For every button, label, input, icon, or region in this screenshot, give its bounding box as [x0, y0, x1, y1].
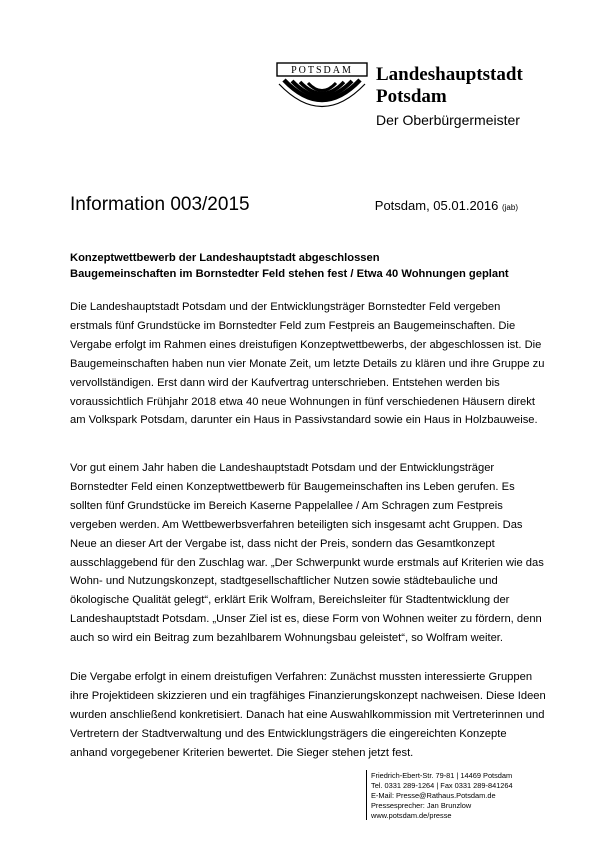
subheadline: Baugemeinschaften im Bornstedter Feld stehen fest / Etwa 40 Wohnungen geplant — [70, 268, 509, 280]
org-department: Der Oberbürgermeister — [376, 112, 520, 128]
text-line: am Volkspark Potsdam, darunter ein Haus in Passivstandard sowie ein Haus in Holzbauweise. — [70, 414, 538, 427]
text-line: Vor gut einem Jahr haben die Landeshauptstadt Potsdam und der Entwicklungsträger — [70, 462, 495, 474]
org-name-line2: Potsdam — [376, 86, 447, 107]
text-line: erstmals fünf Grundstücke im Bornstedter Feld zum Festpreis an Baugemeinschaften. Die — [70, 319, 516, 332]
footer-contact — [371, 771, 513, 821]
footer-divider — [366, 770, 367, 820]
text-line: vervollständigen. Erst dann wird der Kaufvertrag unterschrieben. Entstehen werden bis — [70, 376, 500, 389]
footer-website: www.potsdam.de/presse — [371, 810, 452, 820]
text-line: vergeben werden. Am Wettbewerbsverfahren beteiligten sich insgesamt acht Gruppen. Das — [70, 518, 523, 531]
text-line: Landeshauptstadt Potsdam. „Unser Ziel ist es, diese Form von Wohnen weiter zu fördern, denn — [70, 613, 542, 626]
text-line: Bornstedter Feld einen Konzeptwettbewerb für Baugemeinschaften ins Leben gerufen. Es — [70, 480, 515, 493]
date-line — [375, 198, 518, 216]
text-line: Vergabe erfolgt im Rahmen eines dreistufigen Konzeptwettbewerbs, der abgeschlossen ist. Die — [70, 338, 542, 351]
body-paragraph-2 — [70, 459, 544, 648]
text-line: Neue an dieser Art der Vergabe ist, dass nicht der Preis, sondern das Gesamtkonzept — [70, 537, 495, 550]
body-paragraph-3 — [70, 668, 546, 763]
text-line: Vertretern der Stadtverwaltung und des Entwicklungsträgers die eingereichten Konzepte — [70, 727, 507, 740]
text-line: wurden anschließend konkretisiert. Danach hat eine Auswahlkommission mit Vertreterinnen und — [70, 708, 545, 721]
text-line: Die Vergabe erfolgt in einem dreistufigen Verfahren: Zunächst mussten interessierte Gruppen — [70, 671, 533, 683]
footer-email: E-Mail: Presse@Rathaus.Potsdam.de — [371, 790, 496, 800]
text-line: auch so wird ein Beitrag zum bezahlbarem Wohnungsbau geleistet“, so Wolfram weiter. — [70, 632, 504, 645]
text-line: Baugemeinschaften haben nun vier Monate Zeit, um letzte Details zu klären und ihre Gruppe zu — [70, 357, 545, 370]
footer-phone: Tel. 0331 289-1264 | Fax 0331 289-841264 — [371, 780, 513, 790]
date-text: Potsdam, 05.01.2016 — [374, 198, 502, 213]
text-line: sollten fünf Grundstücke im Bereich Kaserne Pappelallee / Am Schragen zum Festpreis — [70, 499, 503, 512]
text-line: anhand vorgegebener Kriterien bewertet. Die Sieger stehen jetzt fest. — [70, 746, 414, 759]
text-line: voraussichtlich Frühjahr 2018 etwa 40 neue Wohnungen in fünf verschiedenen Häusern direkt — [70, 395, 535, 408]
document-title: Information 003/2015 — [70, 194, 250, 215]
author-initials: (jab) — [501, 203, 518, 212]
text-line: Die Landeshauptstadt Potsdam und der Entwicklungsträger Bornstedter Feld vergeben — [70, 301, 501, 313]
potsdam-city-logo — [276, 62, 368, 124]
logo-text: POTSDAM — [291, 65, 353, 76]
text-line: ihre Projektideen skizzieren und ein tragfähiges Finanzierungskonzept nachweisen. Diese Ideen — [70, 689, 546, 702]
text-line: ökologische Qualität gelegt“, erklärt Erik Wolfram, Bereichsleiter für Stadtentwicklung der — [70, 594, 510, 607]
footer-press-officer: Pressesprecher: Jan Brunzlow — [371, 800, 472, 810]
text-line: Wohn- und Nutzungskonzept, stadtgesellschaftlicher Nutzen sowie städtebauliche und — [70, 575, 498, 588]
headline: Konzeptwettbewerb der Landeshauptstadt abgeschlossen — [70, 252, 380, 264]
footer-address: Friedrich-Ebert-Str. 79-81 | 14469 Potsdam — [371, 771, 513, 780]
text-line: ausschlaggebend für den Zuschlag war. „Der Schwerpunkt wurde erstmals auf Kriterien wie das — [70, 556, 544, 569]
org-name-line1: Landeshauptstadt — [376, 64, 523, 85]
body-paragraph-1 — [70, 298, 545, 430]
